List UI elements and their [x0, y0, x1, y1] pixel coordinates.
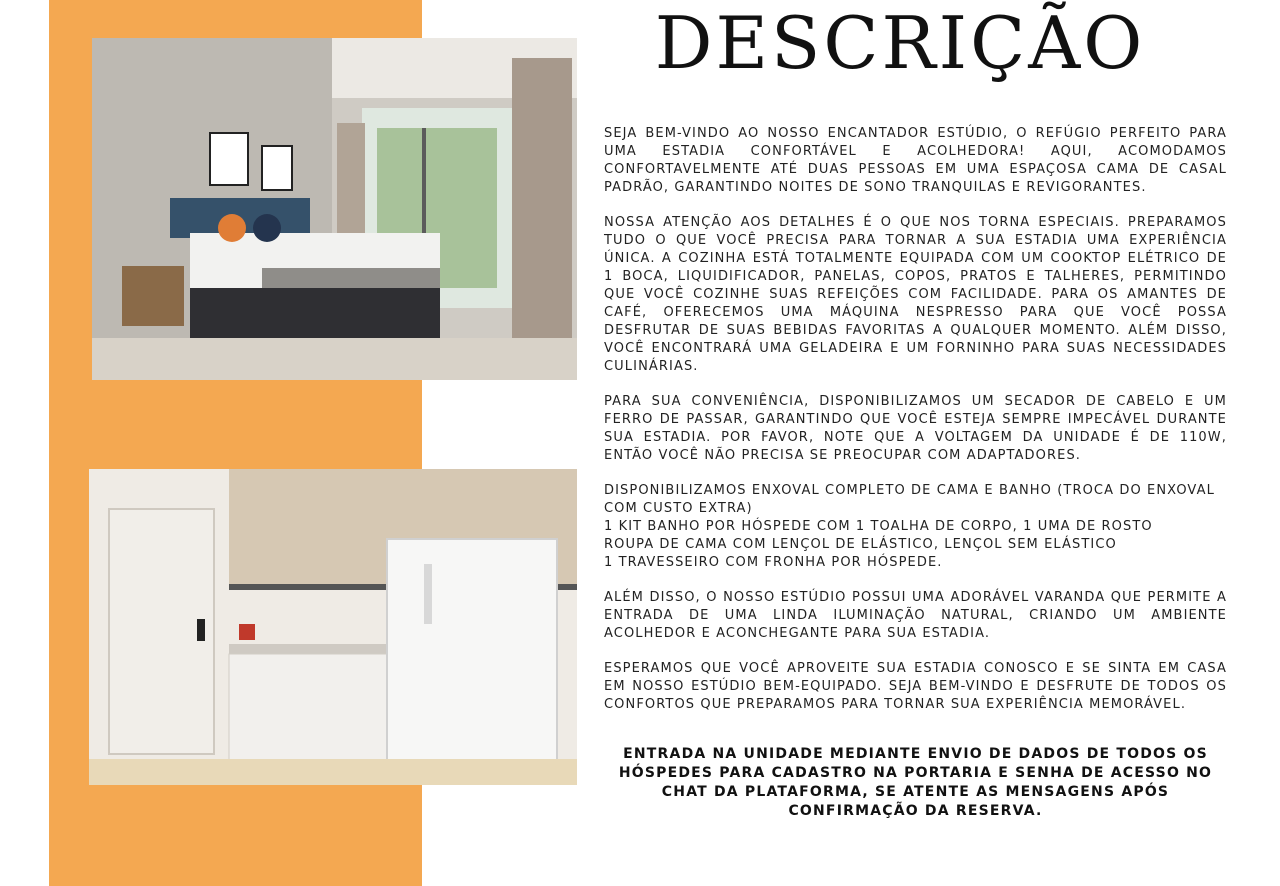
kitchen-photo [89, 469, 577, 785]
paragraph-convenience: PARA SUA CONVENIÊNCIA, DISPONIBILIZAMOS UM SECADOR DE CABELO E UM FERRO DE PASSAR, GARANTINDO QUE VOCÊ ESTEJA SEMPRE IMPECÁVEL DURANTE SUA ESTADIA. POR FAVOR, NOTE QUE A VOLTAGEM DA UNIDADE É DE 110W, ENTÃO VOCÊ NÃO PRECISA SE PREOCUPAR COM ADAPTADORES. [604, 394, 1227, 463]
check-in-notice: ENTRADA NA UNIDADE MEDIANTE ENVIO DE DADOS DE TODOS OS HÓSPEDES PARA CADASTRO NA PORTARIA E SENHA DE ACESSO NO CHAT DA PLATAFORMA, SE ATENTE AS MENSAGENS APÓS CONFIRMAÇÃO DA RESERVA. [618, 746, 1213, 819]
linens-item: ROUPA DE CAMA COM LENÇOL DE ELÁSTICO, LENÇOL SEM ELÁSTICO [604, 537, 1117, 552]
bedroom-photo [92, 38, 577, 380]
paragraph-balcony: ALÉM DISSO, O NOSSO ESTÚDIO POSSUI UMA ADORÁVEL VARANDA QUE PERMITE A ENTRADA DE UMA LINDA ILUMINAÇÃO NATURAL, CRIANDO UM AMBIENTE ACOLHEDOR E ACONCHEGANTE PARA SUA ESTADIA. [604, 590, 1227, 641]
paragraph-closing: ESPERAMOS QUE VOCÊ APROVEITE SUA ESTADIA CONOSCO E SE SINTA EM CASA EM NOSSO ESTÚDIO BEM-EQUIPADO. SEJA BEM-VINDO E DESFRUTE DE TODOS OS CONFORTOS QUE PREPARAMOS PARA TORNAR SUA EXPERIÊNCIA MEMORÁVEL. [604, 661, 1227, 712]
paragraph-welcome: SEJA BEM-VINDO AO NOSSO ENCANTADOR ESTÚDIO, O REFÚGIO PERFEITO PARA UMA ESTADIA CONFORTÁVEL E ACOLHEDORA! AQUI, ACOMODAMOS CONFORTAVELMENTE ATÉ DUAS PESSOAS EM UMA ESPAÇOSA CAMA DE CASAL PADRÃO, GARANTINDO NOITES DE SONO TRANQUILAS E REVIGORANTES. [604, 126, 1227, 195]
linens-item: 1 TRAVESSEIRO COM FRONHA POR HÓSPEDE. [604, 555, 943, 570]
page-title: DESCRIÇÃO [654, 1, 1146, 85]
linens-section [604, 482, 1227, 572]
description-body [604, 125, 1227, 714]
paragraph-amenities: NOSSA ATENÇÃO AOS DETALHES É O QUE NOS TORNA ESPECIAIS. PREPARAMOS TUDO O QUE VOCÊ PRECISA PARA TORNAR A SUA ESTADIA UMA EXPERIÊNCIA ÚNICA. A COZINHA ESTÁ TOTALMENTE EQUIPADA COM UM COOKTOP ELÉTRICO DE 1 BOCA, LIQUIDIFICADOR, PANELAS, COPOS, PRATOS E TALHERES, PERMITINDO QUE VOCÊ COZINHE SUAS REFEIÇÕES COM FACILIDADE. PARA OS AMANTES DE CAFÉ, OFERECEMOS UMA MÁQUINA NESPRESSO PARA QUE VOCÊ POSSA DESFRUTAR DE SUAS BEBIDAS FAVORITAS A QUALQUER MOMENTO. ALÉM DISSO, VOCÊ ENCONTRARÁ UMA GELADEIRA E UM FORNINHO PARA SUAS NECESSIDADES CULINÁRIAS. [604, 215, 1227, 374]
linens-intro: DISPONIBILIZAMOS ENXOVAL COMPLETO DE CAMA E BANHO (TROCA DO ENXOVAL COM CUSTO EXTRA) [604, 483, 1215, 516]
linens-item: 1 KIT BANHO POR HÓSPEDE COM 1 TOALHA DE CORPO, 1 UMA DE ROSTO [604, 519, 1153, 534]
